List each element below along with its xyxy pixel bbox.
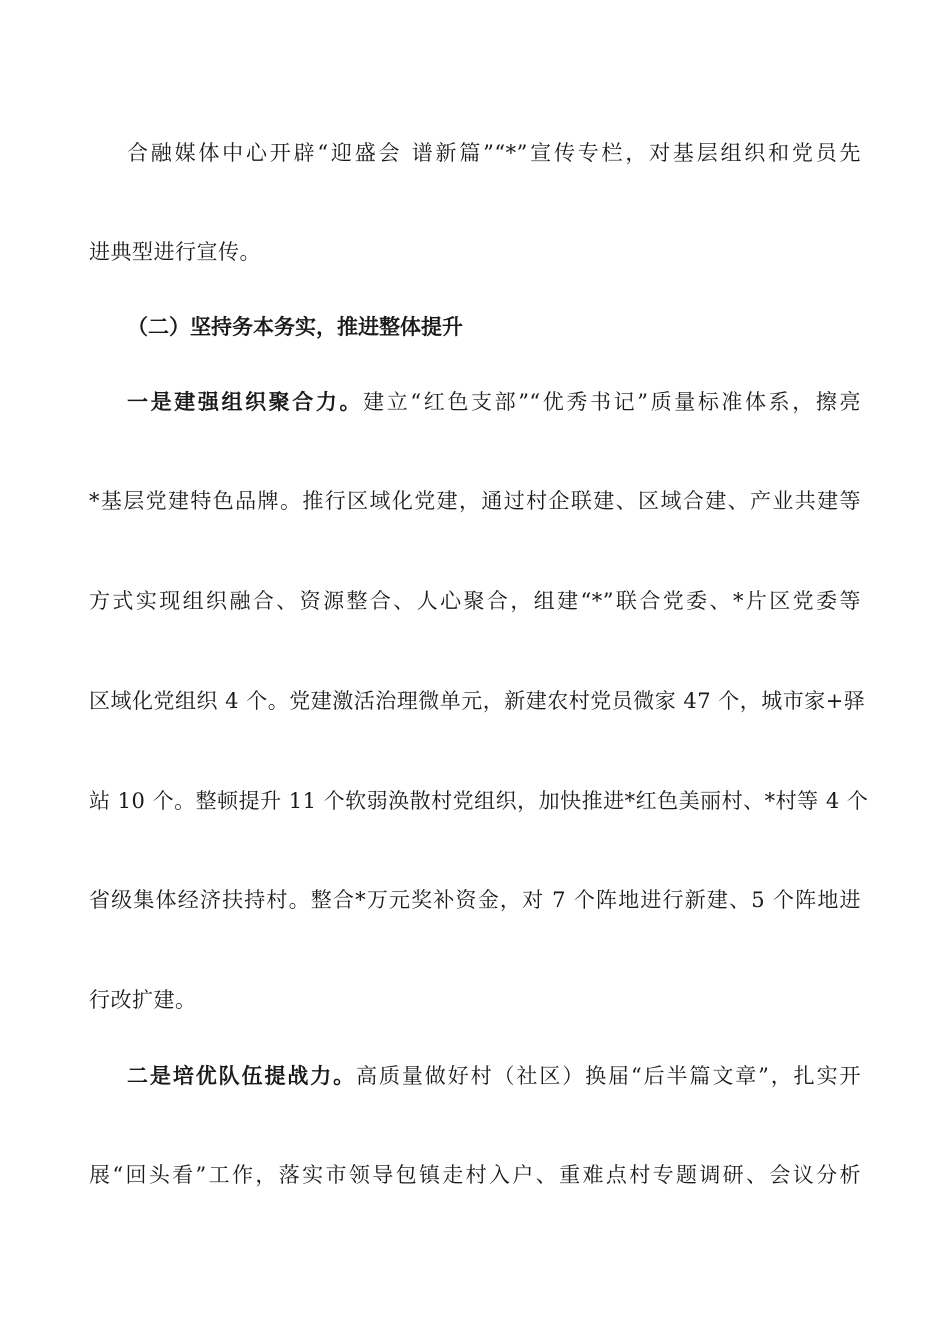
paragraph-1-line-1: 合融媒体中心开辟“迎盛会 谱新篇”“*”宣传专栏，对基层组织和党员先: [127, 141, 861, 165]
paragraph-2-line-2: *基层党建特色品牌。推行区域化党建，通过村企联建、区域合建、产业共建等: [89, 489, 861, 513]
paragraph-3-line-1-text: 高质量做好村（社区）换届“后半篇文章”，扎实开: [356, 1064, 861, 1088]
paragraph-2-line-1-text: 建立“红色支部”“优秀书记”质量标准体系，擦亮: [363, 390, 862, 414]
paragraph-2-lead: 一是建强组织聚合力。: [127, 389, 364, 414]
paragraph-3-line-1: [127, 1061, 861, 1091]
paragraph-1-line-2: 进典型进行宣传。: [89, 240, 261, 264]
paragraph-3-line-2: 展“回头看”工作，落实市领导包镇走村入户、重难点村专题调研、会议分析: [89, 1163, 861, 1187]
paragraph-2-line-1: [127, 387, 861, 417]
section-heading: （二）坚持务本务实，推进整体提升: [127, 314, 463, 339]
paragraph-2-line-3: 方式实现组织融合、资源整合、人心聚合，组建“*”联合党委、*片区党委等: [89, 589, 861, 613]
paragraph-2-line-7: 行改扩建。: [89, 988, 197, 1012]
paragraph-3-lead: 二是培优队伍提战力。: [127, 1063, 357, 1088]
paragraph-2-line-4: 区域化党组织 4 个。党建激活治理微单元，新建农村党员微家 47 个，城市家+驿: [89, 689, 866, 713]
paragraph-2-line-5: 站 10 个。整顿提升 11 个软弱涣散村党组织，加快推进*红色美丽村、*村等 4 个: [89, 789, 869, 813]
paragraph-2-line-6: 省级集体经济扶持村。整合*万元奖补资金，对 7 个阵地进行新建、5 个阵地进: [89, 888, 861, 912]
